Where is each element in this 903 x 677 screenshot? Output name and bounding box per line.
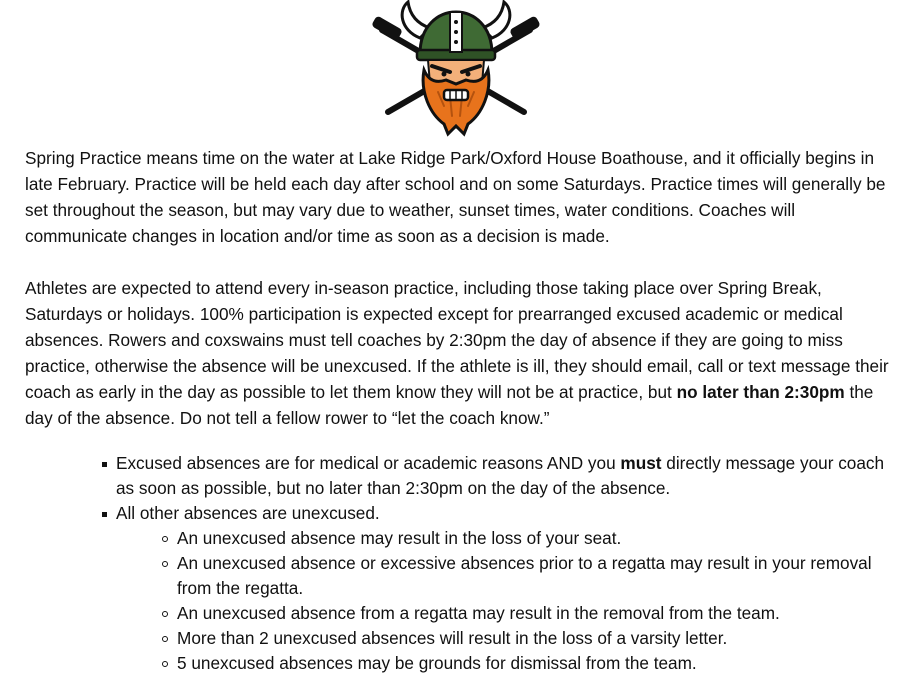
list-item-unexcused (116, 501, 891, 676)
circle-bullet-icon (162, 661, 168, 667)
excused-text-end: directly message your coach as soon as possible, but no later than 2:30pm on the day of the absence. (116, 453, 885, 498)
list-item (177, 601, 891, 626)
unexcused-consequences-list (116, 526, 891, 676)
consequence-text: An unexcused absence may result in the loss of your seat. (177, 528, 622, 548)
circle-bullet-icon (162, 611, 168, 617)
viking-rowing-mascot-icon (368, 0, 544, 138)
list-item-excused (116, 451, 891, 501)
square-bullet-icon (102, 462, 107, 467)
absence-policy-list (25, 451, 891, 676)
attendance-text: Athletes are expected to attend every in-season practice, including those taking place over Spring Break, Saturdays or holidays. 100% participation is expected except for prearranged excused academic or medical absences. Rowers and coxswains must tell coaches by 2:30pm the day of absence if they are going to miss practice, otherwise the absence will be unexcused. If the athlete is ill, they should email, call or text message their coach as early in the day as possible to let them know they will not be at practice, but (25, 278, 889, 402)
attendance-text-end: the day of the absence. Do not tell a fellow rower to “let the coach know.” (25, 382, 874, 428)
document-body (25, 145, 891, 676)
consequence-text: An unexcused absence from a regatta may result in the removal from the team. (177, 603, 780, 623)
attendance-deadline-bold: no later than 2:30pm (676, 382, 845, 402)
consequence-text: 5 unexcused absences may be grounds for dismissal from the team. (177, 653, 697, 673)
list-item (177, 626, 891, 651)
paragraph-spring-practice: Spring Practice means time on the water at Lake Ridge Park/Oxford House Boathouse, and it officially begins in late February. Practice will be held each day after school and on some Saturdays. Practice times will generally be set throughout the season, but may vary due to weather, sunset times, water conditions. Coaches will communicate changes in location and/or time as soon as a decision is made. (25, 148, 886, 246)
circle-bullet-icon (162, 636, 168, 642)
list-item (177, 526, 891, 551)
consequence-text: More than 2 unexcused absences will result in the loss of a varsity letter. (177, 628, 728, 648)
list-item (177, 651, 891, 676)
list-item (177, 551, 891, 601)
excused-text: Excused absences are for medical or academic reasons AND you (116, 453, 621, 473)
circle-bullet-icon (162, 536, 168, 542)
excused-must-bold: must (620, 453, 662, 473)
paragraph-attendance (25, 275, 891, 431)
team-logo (368, 0, 544, 138)
unexcused-text: All other absences are unexcused. (116, 503, 380, 523)
square-bullet-icon (102, 512, 107, 517)
circle-bullet-icon (162, 561, 168, 567)
consequence-text: An unexcused absence or excessive absences prior to a regatta may result in your removal from the regatta. (177, 553, 872, 598)
